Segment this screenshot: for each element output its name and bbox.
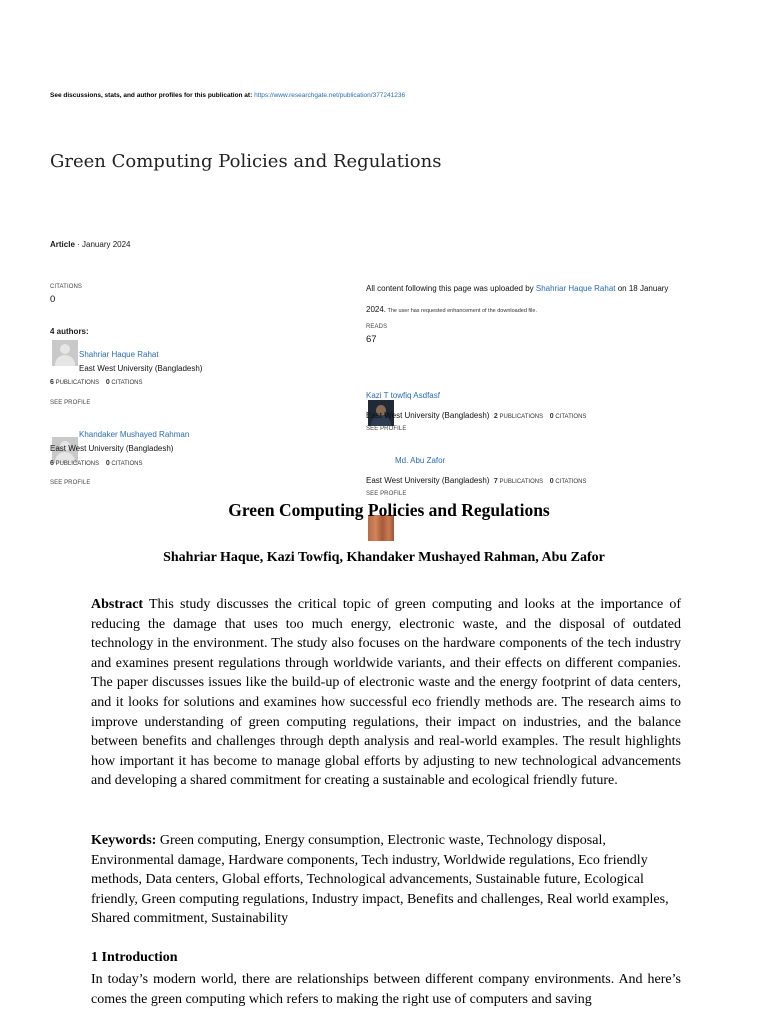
keywords-paragraph: [91, 831, 681, 929]
see-profile-link[interactable]: SEE PROFILE: [366, 491, 407, 497]
see-profile-link[interactable]: SEE PROFILE: [50, 480, 91, 486]
citations-value: 0: [50, 294, 56, 305]
paper-title: Green Computing Policies and Regulations: [228, 500, 550, 520]
citations-label: CITATIONS: [111, 380, 143, 386]
publications-count: 7: [493, 478, 498, 485]
citations-label: CITATIONS: [50, 284, 83, 290]
publications-label: PUBLICATIONS: [499, 414, 544, 420]
citations-count: 0: [105, 379, 110, 386]
author-institution: East West University (Bangladesh): [50, 444, 174, 453]
author-institution: East West University (Bangladesh): [366, 411, 490, 420]
keywords-label: Keywords:: [91, 833, 157, 848]
see-profile-link[interactable]: SEE PROFILE: [50, 400, 91, 406]
upload-info-line2: [366, 305, 537, 314]
author-stats-row: [366, 470, 586, 488]
upload-year: 2024.: [366, 305, 387, 314]
publications-count: 2: [493, 413, 498, 420]
citations-count: 0: [105, 460, 110, 467]
publications-label: PUBLICATIONS: [499, 479, 544, 485]
author-stats: [50, 379, 143, 386]
upload-suffix: on 18 January: [615, 284, 669, 293]
author-institution: East West University (Bangladesh): [366, 476, 490, 485]
author-name-link[interactable]: Kazi T towfiq Asdfasf: [366, 391, 440, 400]
see-profile-link[interactable]: SEE PROFILE: [366, 426, 407, 432]
author-stats: [50, 460, 143, 467]
citations-label: CITATIONS: [555, 414, 587, 420]
upload-info: [366, 284, 668, 293]
reads-label: READS: [366, 324, 388, 330]
citations-label: CITATIONS: [555, 479, 587, 485]
article-meta: [50, 240, 131, 249]
citations-count: 0: [549, 413, 554, 420]
abstract-paragraph: [91, 595, 681, 791]
publications-count: 6: [50, 379, 54, 386]
author-name-link[interactable]: Md. Abu Zafor: [395, 456, 446, 465]
discussion-text: See discussions, stats, and author profiles for this publication at:: [50, 92, 255, 99]
publication-url-link[interactable]: https://www.researchgate.net/publication/377241236: [254, 92, 406, 99]
author-name-link[interactable]: Khandaker Mushayed Rahman: [79, 430, 190, 439]
article-date: · January 2024: [74, 240, 131, 249]
publications-count: 6: [50, 460, 54, 467]
keywords-text: Green computing, Energy consumption, Electronic waste, Technology disposal, Environmental damage, Hardware components, Tech industry, Worldwide regulations, Eco friendly methods, Data centers, Global efforts, Technological advancements, Sustainable future, Ecological friendly, Green computing regulations, Industry impact, Benefits and challenges, Real world examples, Shared commitment, Sustainability: [91, 833, 669, 927]
publications-label: PUBLICATIONS: [55, 380, 100, 386]
abstract-text: This study discusses the critical topic of green computing and looks at the importance of reducing the damage that uses too much energy, electronic waste, and the disposal of outdated technology in the environment. The study also focuses on the hardware components of the tech industry and examines present regulations through worldwide variants, and their effects on different companies. The paper discusses issues like the build-up of electronic waste and the energy footprint of data centers, and it looks for solutions and examines how successful eco friendly methods are. The research aims to improve understanding of green computing regulations, their impact on industries, and the balance between benefits and challenges through depth analysis and real-world examples. The result highlights how important it has become to manage global efforts by adjusting to new technological advancements and developing a shared commitment for creating a sustainable and ecological friendly future.: [91, 597, 682, 789]
article-type: Article: [50, 240, 75, 249]
author-avatar[interactable]: [52, 340, 78, 366]
citations-label: CITATIONS: [111, 461, 143, 467]
intro-paragraph: In today’s modern world, there are relationships between different company environments. And here’s comes the green computing which refers to making the right use of computers and saving: [91, 972, 681, 1007]
uploader-link[interactable]: Shahriar Haque Rahat: [535, 284, 616, 293]
publication-link-line: [50, 92, 405, 99]
upload-note: The user has requested enhancement of the downloaded file.: [386, 308, 537, 314]
cover-title: Green Computing Policies and Regulations: [50, 151, 442, 172]
citations-count: 0: [549, 478, 554, 485]
reads-value: 67: [366, 334, 377, 345]
abstract-label: Abstract: [91, 597, 144, 612]
intro-heading: 1 Introduction: [91, 950, 178, 965]
upload-prefix: All content following this page was uploaded by: [366, 284, 536, 293]
paper-authors: Shahriar Haque, Kazi Towfiq, Khandaker Mushayed Rahman, Abu Zafor: [163, 550, 605, 565]
author-stats-row: [366, 405, 586, 423]
author-name-link[interactable]: Shahriar Haque Rahat: [79, 350, 159, 359]
authors-heading: 4 authors:: [50, 327, 89, 336]
author-institution: East West University (Bangladesh): [79, 364, 203, 373]
publications-label: PUBLICATIONS: [55, 461, 100, 467]
